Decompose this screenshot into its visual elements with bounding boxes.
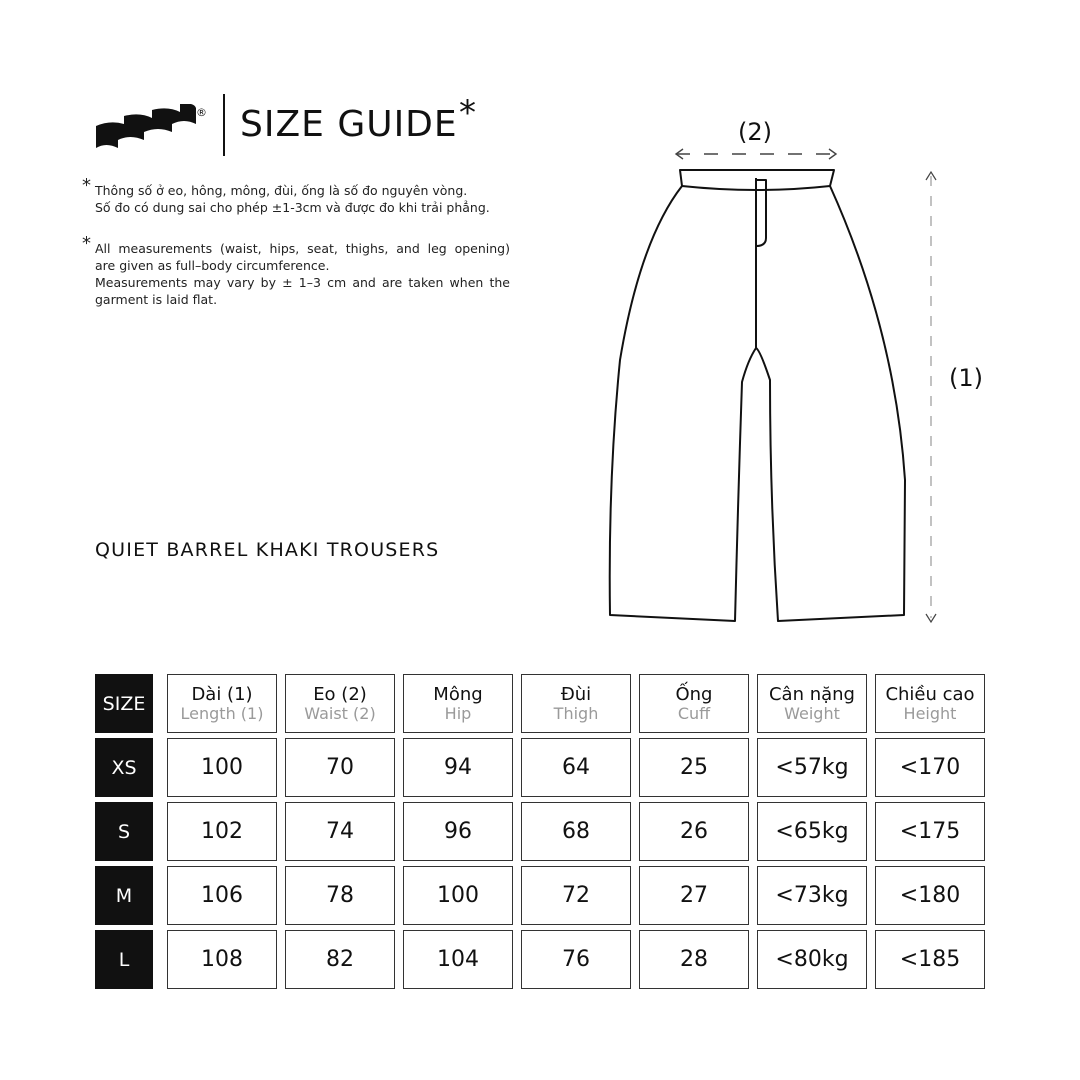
table-cell bbox=[639, 866, 749, 925]
table-cell bbox=[639, 738, 749, 797]
table-cell bbox=[639, 802, 749, 861]
column-header-vi: Ống bbox=[675, 683, 713, 705]
table-cell bbox=[167, 738, 277, 797]
column-header bbox=[875, 674, 985, 733]
length-dimension-label: (1) bbox=[949, 364, 983, 392]
cell-value: 104 bbox=[437, 947, 479, 972]
size-label: S bbox=[95, 802, 153, 861]
trousers-diagram bbox=[600, 110, 1000, 640]
cell-value: 100 bbox=[201, 755, 243, 780]
table-cell bbox=[521, 738, 631, 797]
page-title: SIZE GUIDE bbox=[240, 104, 458, 145]
note-line: garment is laid flat. bbox=[95, 292, 218, 307]
table-cell bbox=[403, 802, 513, 861]
size-label: XS bbox=[95, 738, 153, 797]
cell-value: <65kg bbox=[775, 819, 849, 844]
column-header-vi: Dài (1) bbox=[191, 683, 253, 705]
cell-value: 27 bbox=[680, 883, 708, 908]
size-label: L bbox=[95, 930, 153, 989]
table-cell bbox=[757, 802, 867, 861]
cell-value: 108 bbox=[201, 947, 243, 972]
cell-value: 28 bbox=[680, 947, 708, 972]
column-header-en: Hip bbox=[444, 703, 472, 723]
column-header-vi: Eo (2) bbox=[313, 683, 367, 705]
cell-value: 76 bbox=[562, 947, 590, 972]
cell-value: 68 bbox=[562, 819, 590, 844]
title-asterisk: * bbox=[459, 93, 476, 133]
column-header bbox=[403, 674, 513, 733]
column-header-vi: Mông bbox=[433, 683, 483, 705]
cell-value: 74 bbox=[326, 819, 354, 844]
cell-value: 25 bbox=[680, 755, 708, 780]
note-vietnamese bbox=[82, 175, 490, 216]
column-header bbox=[285, 674, 395, 733]
table-cell bbox=[167, 866, 277, 925]
cell-value: 102 bbox=[201, 819, 243, 844]
table-cell bbox=[285, 802, 395, 861]
table-cell bbox=[167, 802, 277, 861]
table-cell bbox=[521, 802, 631, 861]
table-cell bbox=[403, 866, 513, 925]
cell-value: 26 bbox=[680, 819, 708, 844]
cell-value: <57kg bbox=[775, 755, 849, 780]
cell-value: 94 bbox=[444, 755, 472, 780]
note-line: are given as full–body circumference. bbox=[95, 258, 330, 273]
cell-value: 82 bbox=[326, 947, 354, 972]
cell-value: <180 bbox=[899, 883, 961, 908]
table-cell bbox=[875, 802, 985, 861]
cell-value: 70 bbox=[326, 755, 354, 780]
table-cell bbox=[521, 866, 631, 925]
table-corner-size: SIZE bbox=[95, 674, 153, 733]
table-cell bbox=[639, 930, 749, 989]
note-asterisk: * bbox=[82, 233, 91, 254]
table-cell bbox=[285, 930, 395, 989]
cell-value: 100 bbox=[437, 883, 479, 908]
table-cell bbox=[521, 930, 631, 989]
table-cell bbox=[875, 866, 985, 925]
table-cell bbox=[285, 738, 395, 797]
cell-value: 78 bbox=[326, 883, 354, 908]
column-header-vi: Cân nặng bbox=[768, 683, 855, 705]
column-header-en: Height bbox=[903, 703, 957, 723]
table-cell bbox=[875, 738, 985, 797]
brand-logo bbox=[96, 104, 208, 150]
cell-value: 106 bbox=[201, 883, 243, 908]
column-header bbox=[757, 674, 867, 733]
cell-value: <80kg bbox=[775, 947, 849, 972]
table-cell bbox=[757, 738, 867, 797]
note-line: Số đo có dung sai cho phép ±1-3cm và được đo khi trải phẳng. bbox=[95, 200, 490, 215]
note-line: All measurements (waist, hips, seat, thighs, and leg opening) bbox=[95, 241, 510, 256]
table-cell bbox=[757, 866, 867, 925]
column-header bbox=[167, 674, 277, 733]
note-english bbox=[82, 233, 510, 308]
cell-value: <73kg bbox=[775, 883, 849, 908]
column-header-en: Weight bbox=[784, 703, 840, 723]
cell-value: <170 bbox=[899, 755, 961, 780]
table-cell bbox=[167, 930, 277, 989]
column-header-en: Waist (2) bbox=[304, 703, 376, 723]
note-line: Measurements may vary by ± 1–3 cm and are taken when the bbox=[95, 275, 510, 290]
width-dimension-label: (2) bbox=[738, 118, 772, 146]
table-cell bbox=[403, 738, 513, 797]
cell-value: 64 bbox=[562, 755, 590, 780]
table-cell bbox=[875, 930, 985, 989]
table-cell bbox=[285, 866, 395, 925]
column-header-vi: Đùi bbox=[560, 683, 592, 705]
cell-value: <175 bbox=[899, 819, 961, 844]
table-cell bbox=[403, 930, 513, 989]
size-label: M bbox=[95, 866, 153, 925]
cell-value: <185 bbox=[899, 947, 961, 972]
column-header-en: Length (1) bbox=[180, 703, 264, 723]
note-line: Thông số ở eo, hông, mông, đùi, ống là số đo nguyên vòng. bbox=[95, 183, 468, 198]
cell-value: 96 bbox=[444, 819, 472, 844]
column-header-vi: Chiều cao bbox=[885, 683, 975, 705]
column-header bbox=[521, 674, 631, 733]
column-header-en: Cuff bbox=[677, 703, 711, 723]
header-divider bbox=[223, 94, 225, 156]
note-asterisk: * bbox=[82, 175, 91, 196]
table-cell bbox=[757, 930, 867, 989]
cell-value: 72 bbox=[562, 883, 590, 908]
column-header-en: Thigh bbox=[553, 703, 599, 723]
product-name: QUIET BARREL KHAKI TROUSERS bbox=[95, 539, 440, 561]
registered-mark: ® bbox=[196, 106, 207, 119]
column-header bbox=[639, 674, 749, 733]
